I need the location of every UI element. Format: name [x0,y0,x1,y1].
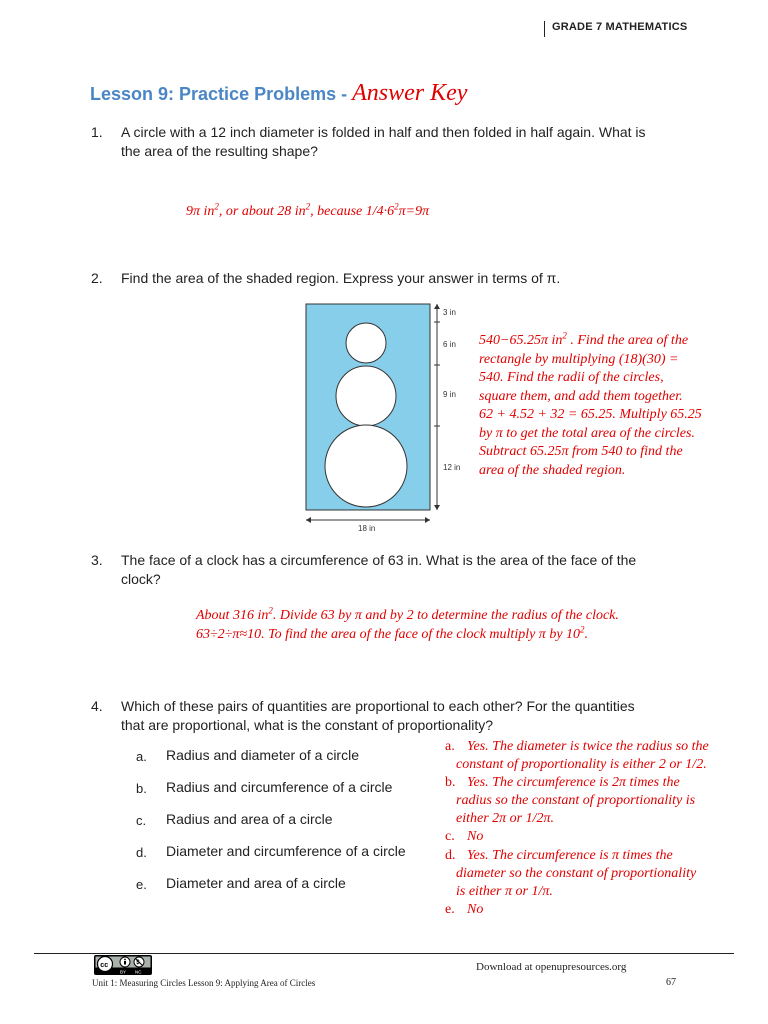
small-circle [346,323,386,363]
svg-text:$: $ [136,960,140,967]
svg-text:NC: NC [135,969,142,975]
dim-label-width: 18 in [358,524,376,533]
q1-text [121,123,646,161]
option-letter-a: a. [136,749,147,764]
arrow-top [434,304,440,309]
q4-number: 4. [91,698,103,714]
svg-text:BY: BY [120,969,127,975]
q1-line1: A circle with a 12 inch diameter is folded in half and then folded in half again. What is [121,124,646,140]
arrow-right [425,517,430,523]
option-letter-d: d. [136,845,147,860]
cc-by-nc-icon [94,955,152,975]
option-letter-c: c. [136,813,147,828]
large-circle [325,425,407,507]
q4-answers: a. Yes. The diameter is twice the radius so the constant of proportionality is either 2 or 1/2. b. Yes. The circumference is 2π times the radius so the constant of proportionality is either 2π or 1/2π. c. No d. Yes. The circumference is π times the diameter so the constant of proportionality is either π or 1/π. e. No [445,739,709,917]
dim-label-top: 3 in [443,308,456,317]
answer-key-label: Answer Key [352,80,468,106]
q1-line2: the area of the resulting shape? [121,143,318,159]
q3-text: The face of a clock has a circumference of 63 in. What is the area of the face of the clock? [121,552,637,587]
footer-divider [34,953,734,954]
header-title: GRADE 7 MATHEMATICS [552,21,688,33]
q1-answer: 9π $in^2$, or about 28 $in^2$, because $1/4\cdot 6^2\pi=9\pi$ [186,201,430,219]
download-link[interactable]: Download at openupresources.org [476,961,627,973]
medium-circle [336,366,396,426]
page-title [90,80,467,107]
dim-label-d1: 6 in [443,340,456,349]
footer-unit-text: Unit 1: Measuring Circles Lesson 9: Applying Area of Circles [92,978,316,988]
header-divider [544,21,545,37]
option-text-a: Radius and diameter of a circle [166,747,359,763]
q1-number: 1. [91,124,103,140]
q3-number: 3. [91,552,103,568]
shaded-region-figure [296,298,476,536]
arrow-left [306,517,311,523]
dim-label-d2: 9 in [443,390,456,399]
lesson-title: Lesson 9: Practice Problems - [90,84,353,104]
option-text-c: Radius and area of a circle [166,811,333,827]
page-number: 67 [666,977,676,988]
option-text-b: Radius and circumference of a circle [166,779,393,795]
arrow-bottom [434,505,440,510]
svg-text:cc: cc [100,961,109,969]
option-text-e: Diameter and area of a circle [166,875,346,891]
q3-answer: About 316 $in^2$. Divide 63 by π and by 2 to determine the radius of the clock. 63÷2÷π≈10. To find the area of the face of the clock multiply π by $10^2$. [196,605,619,642]
q2-text: Find the area of the shaded region. Express your answer in terms of π. [121,270,561,286]
q2-answer: 540−65.25π $in^2$ . Find the area of the rectangle by multiplying (18)(30) = 540. Find the radii of the circles, square them, and add them together. 62 + 4.52 + 32 = 65.25. Multiply 65.25 by π to get the total area of the circles. Subtract 65.25π from 540 to find the area of the shaded region. [479,330,702,478]
option-text-d: Diameter and circumference of a circle [166,843,406,859]
q2-number: 2. [91,270,103,286]
q4-text: Which of these pairs of quantities are proportional to each other? For the quantities that are proportional, what is the constant of proportionality? [121,698,635,733]
option-letter-b: b. [136,781,147,796]
option-letter-e: e. [136,877,147,892]
dim-label-d3: 12 in [443,463,461,472]
